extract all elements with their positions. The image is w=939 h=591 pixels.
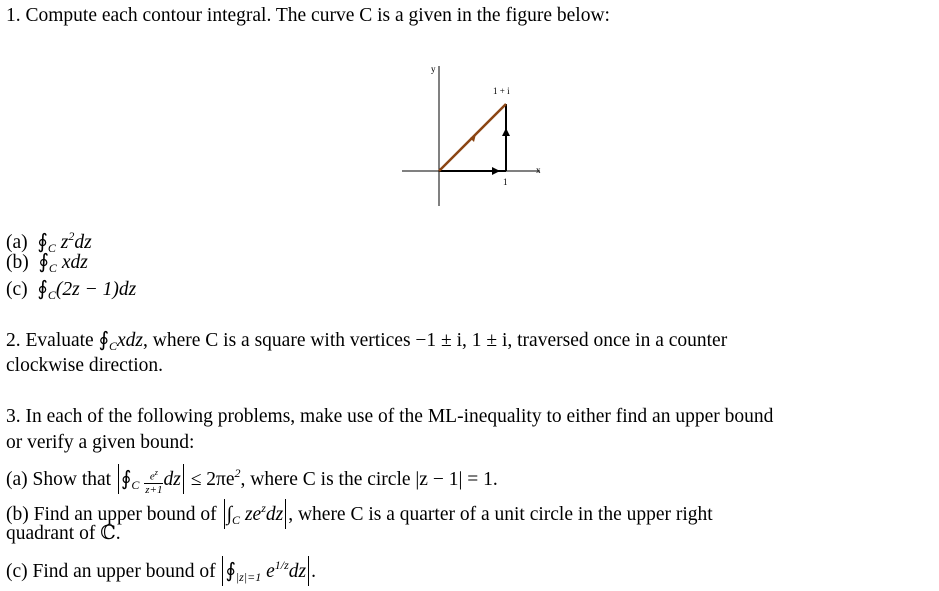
problem3-part-b-line2: quadrant of ℂ. (6, 523, 121, 544)
problem2-line2: clockwise direction. (6, 355, 164, 376)
y-axis-label: y (431, 64, 436, 74)
point-label: 1 + i (493, 86, 510, 96)
problem1-part-b: (b) $∮_C$ xdz (6, 251, 88, 275)
problem1-part-c: (c) $∮_C(2z - 1)dz$ (6, 278, 137, 302)
problem3-line1: 3. In each of the following problems, make use of the ML-inequality to either find an upper bound (6, 406, 774, 427)
problem3-line2: or verify a given bound: (6, 432, 195, 453)
problem2-line1: 2. Evaluate $∮_Cxdz$, where C is a square with vertices −1 ± i, 1 ± i, traversed once in a counter (6, 329, 728, 353)
problem1-part-a: (a) $∮_C$ $z^2dz$ (6, 229, 92, 255)
tick-label: 1 (503, 177, 508, 187)
problem3-part-b: (b) Find an upper bound of $\int_C$ $ze^zdz$ , where C is a quarter of a unit circle in the upper right (6, 501, 713, 527)
problem3-part-a: (a) Show that $∮_C$ $\frac{e^z}{z+1}$ dz ≤ $2\pi e^2$, where C is the circle |z − 1| = 1. (6, 466, 498, 496)
problem3-part-c: (c) Find an upper bound of $∮_{|z|=1}$ $e^{1/z}dz$ . (6, 558, 317, 584)
arrow-right-icon (492, 167, 500, 175)
arrow-up-icon (502, 128, 510, 136)
x-axis-label: x (536, 165, 541, 175)
contour-figure (398, 60, 548, 210)
problem1-heading: 1. Compute each contour integral. The curve C is a given in the figure below: (6, 5, 610, 26)
